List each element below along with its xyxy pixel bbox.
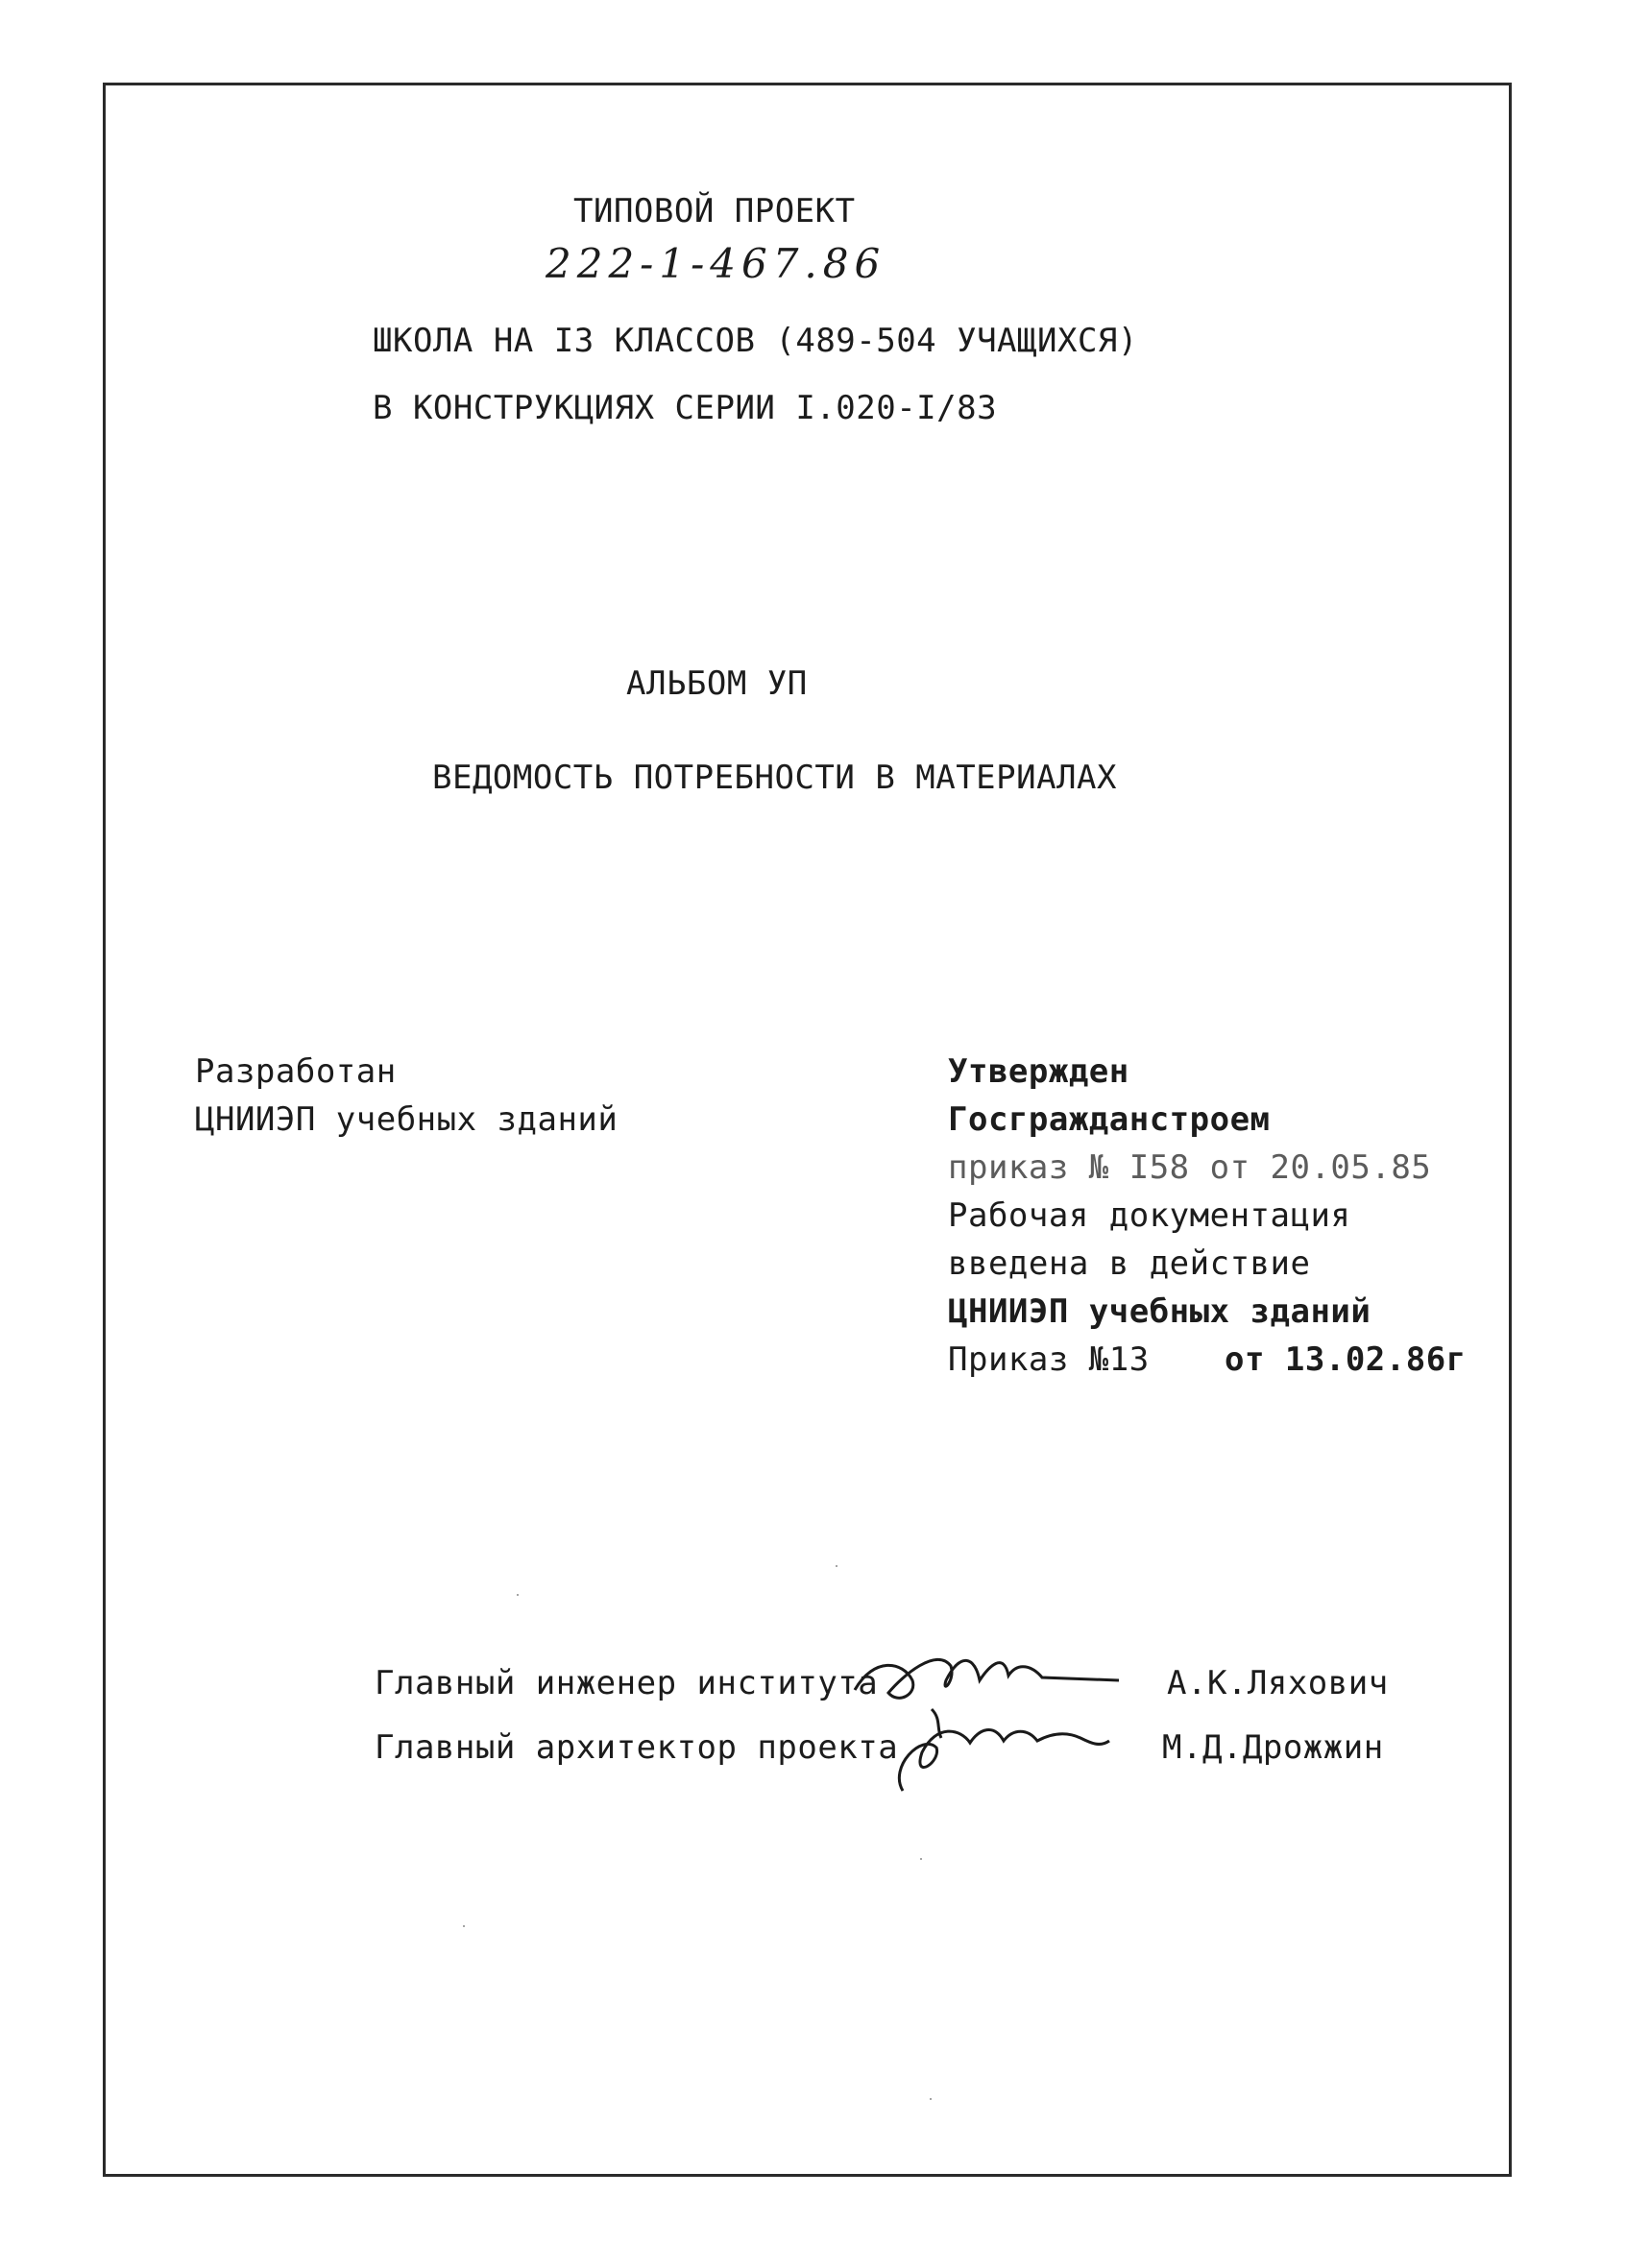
album-subtitle: ВЕДОМОСТЬ ПОТРЕБНОСТИ В МАТЕРИАЛАХ [432, 759, 1117, 797]
approval-order: приказ № I58 от 20.05.85 [948, 1148, 1432, 1187]
signature-name-1: А.К.Ляхович [1167, 1664, 1389, 1702]
title-line-1: ШКОЛА НА I3 КЛАССОВ (489-504 УЧАЩИХСЯ) [373, 322, 1138, 360]
scan-speck [920, 1858, 922, 1860]
album-name: АЛЬБОМ УП [626, 664, 808, 703]
doc-org: ЦНИИЭП учебных зданий [948, 1292, 1371, 1331]
scan-speck [517, 1594, 519, 1596]
scan-speck [463, 1925, 465, 1927]
signature-mark-2 [884, 1695, 1133, 1800]
doc-order: Приказ №13 [948, 1340, 1150, 1379]
project-type: ТИПОВОЙ ПРОЕКТ [573, 192, 856, 230]
doc-line-2: введена в действие [948, 1244, 1311, 1283]
signature-role-1: Главный инженер института [375, 1664, 879, 1702]
approved-label: Утвержден [948, 1052, 1129, 1091]
scan-speck [836, 1565, 837, 1567]
scan-speck [930, 2098, 932, 2100]
approved-by: Госгражданстроем [948, 1100, 1271, 1139]
developed-org: ЦНИИЭП учебных зданий [195, 1100, 619, 1139]
signature-name-2: М.Д.Дрожжин [1162, 1728, 1384, 1767]
project-number: 222-1-467.86 [546, 240, 886, 287]
title-line-2: В КОНСТРУКЦИЯХ СЕРИИ I.020-I/83 [373, 389, 998, 427]
doc-date: от 13.02.86г [1225, 1340, 1467, 1379]
developed-label: Разработан [195, 1052, 397, 1091]
signature-role-2: Главный архитектор проекта [375, 1728, 899, 1767]
doc-line-1: Рабочая документация [948, 1196, 1351, 1235]
